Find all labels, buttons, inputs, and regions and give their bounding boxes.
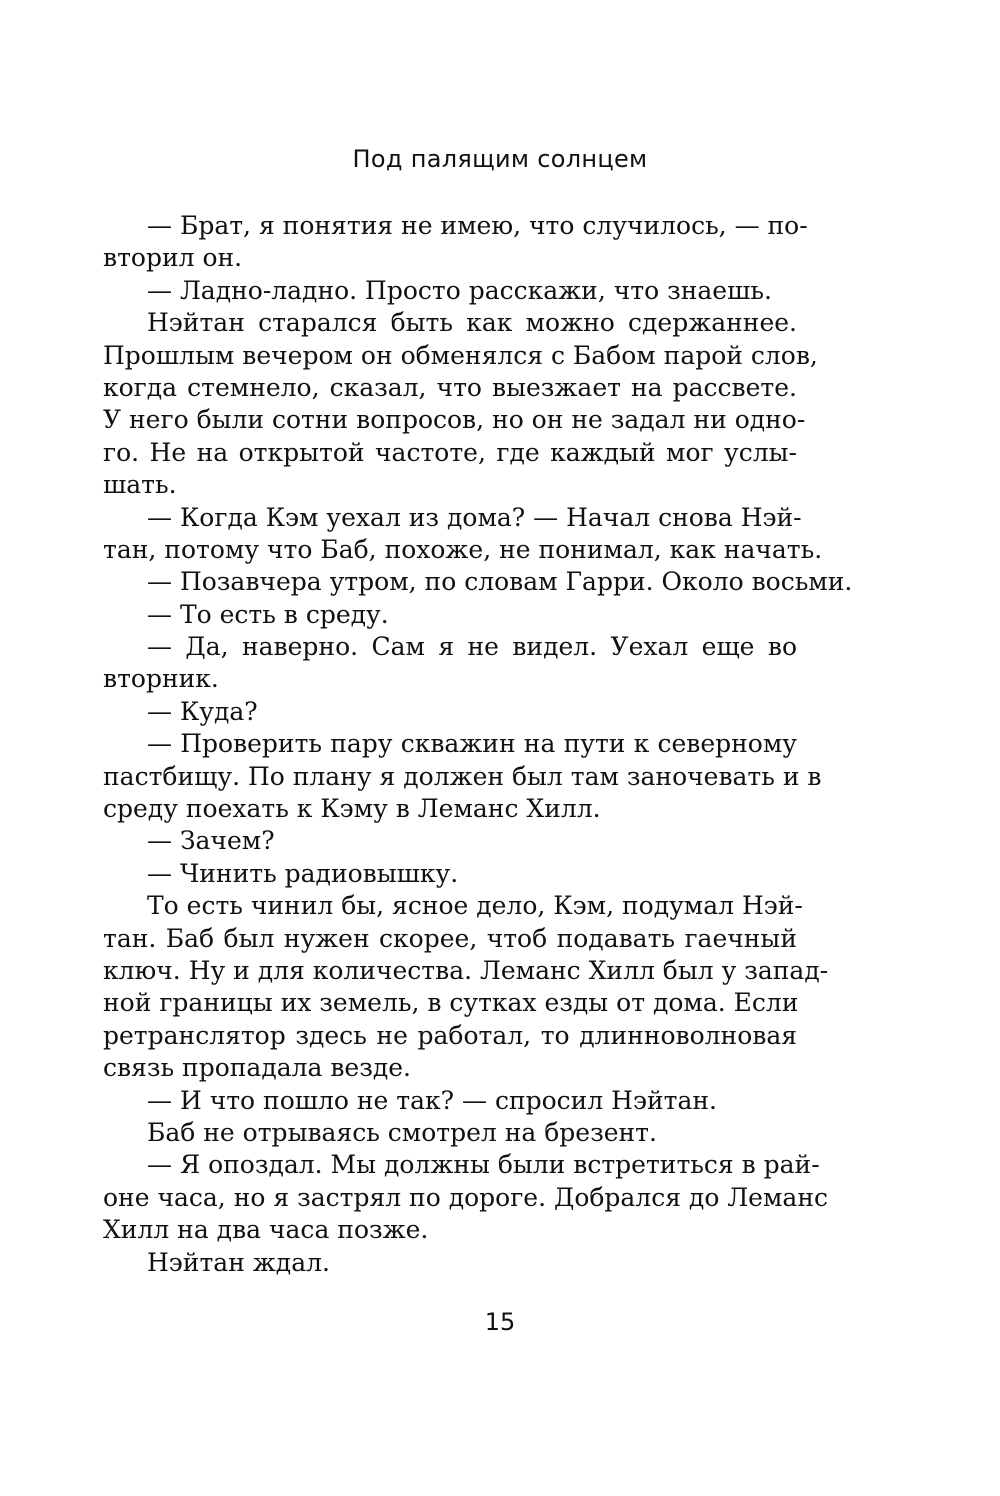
text-line: связь пропадала везде. [103,1053,411,1083]
paragraph [103,728,822,825]
text-line: — Проверить пару скважин на пути к северному [147,729,797,759]
running-head: Под палящим солнцем [352,145,648,173]
text-line: среду поехать к Кэму в Леманс Хилл. [103,794,601,824]
paragraph [103,1117,797,1149]
text-line: — Позавчера утром, по словам Гарри. Около восьми. [147,567,853,597]
text-line: тан, потому что Баб, похоже, не понимал, как начать. [103,534,823,564]
paragraph [103,696,797,728]
paragraph [103,210,808,275]
text-line: — То есть в среду. [147,599,389,629]
text-line: пастбищу. По плану я должен был там заночевать и в [103,761,822,791]
text-line: вторник. [103,664,219,694]
text-line: шать. [103,470,177,500]
paragraph [103,275,797,307]
text-line: ключ. Ну и для количества. Леманс Хилл был у запад- [103,955,829,985]
text-line: — Куда? [147,696,258,726]
text-line: тан. Баб был нужен скорее, чтоб подавать гаечный [103,923,797,953]
body-text [103,210,853,1279]
text-line: — Брат, я понятия не имею, что случилось, — по- [147,211,808,240]
text-line: У него были сотни вопросов, но он не задал ни одно- [103,405,806,435]
text-line: ной границы их земель, в сутках езды от дома. Если [103,988,799,1018]
text-line: Баб не отрываясь смотрел на брезент. [147,1117,657,1147]
paragraph [103,1247,797,1279]
paragraph [103,307,818,501]
paragraph [103,825,797,857]
text-line: Нэйтан ждал. [147,1247,330,1277]
text-line: когда стемнело, сказал, что выезжает на рассвете. [103,372,797,402]
paragraph [103,599,797,631]
text-line: ретранслятор здесь не работал, то длинноволновая [103,1020,797,1050]
text-line: — Ладно-ладно. Просто расскажи, что знаешь. [147,275,772,305]
text-line: Прошлым вечером он обменялся с Бабом парой слов, [103,340,818,370]
paragraph [103,1085,797,1117]
text-line: Нэйтан старался быть как можно сдержаннее. [147,308,797,338]
text-line: — Да, наверно. Сам я не видел. Уехал еще во [147,632,797,662]
paragraph [103,566,853,598]
text-line: — Чинить радиовышку. [147,858,459,888]
text-line: го. Не на открытой частоте, где каждый мог услы- [103,437,797,467]
text-line: Хилл на два часа позже. [103,1215,429,1245]
paragraph [103,890,829,1084]
text-line: — Я опоздал. Мы должны были встретиться в рай- [147,1150,820,1180]
paragraph [103,502,823,567]
page-number: 15 [484,1308,516,1336]
text-line: — И что пошло не так? — спросил Нэйтан. [147,1085,717,1115]
paragraph [103,1149,828,1246]
text-line: То есть чинил бы, ясное дело, Кэм, подумал Нэй- [147,891,803,921]
text-line: оне часа, но я застрял по дороге. Добрался до Леманс [103,1182,828,1212]
text-line: вторил он. [103,243,243,273]
paragraph [103,858,797,890]
text-line: — Зачем? [147,826,275,856]
paragraph [103,631,797,696]
text-line: — Когда Кэм уехал из дома? — Начал снова Нэй- [147,502,802,532]
